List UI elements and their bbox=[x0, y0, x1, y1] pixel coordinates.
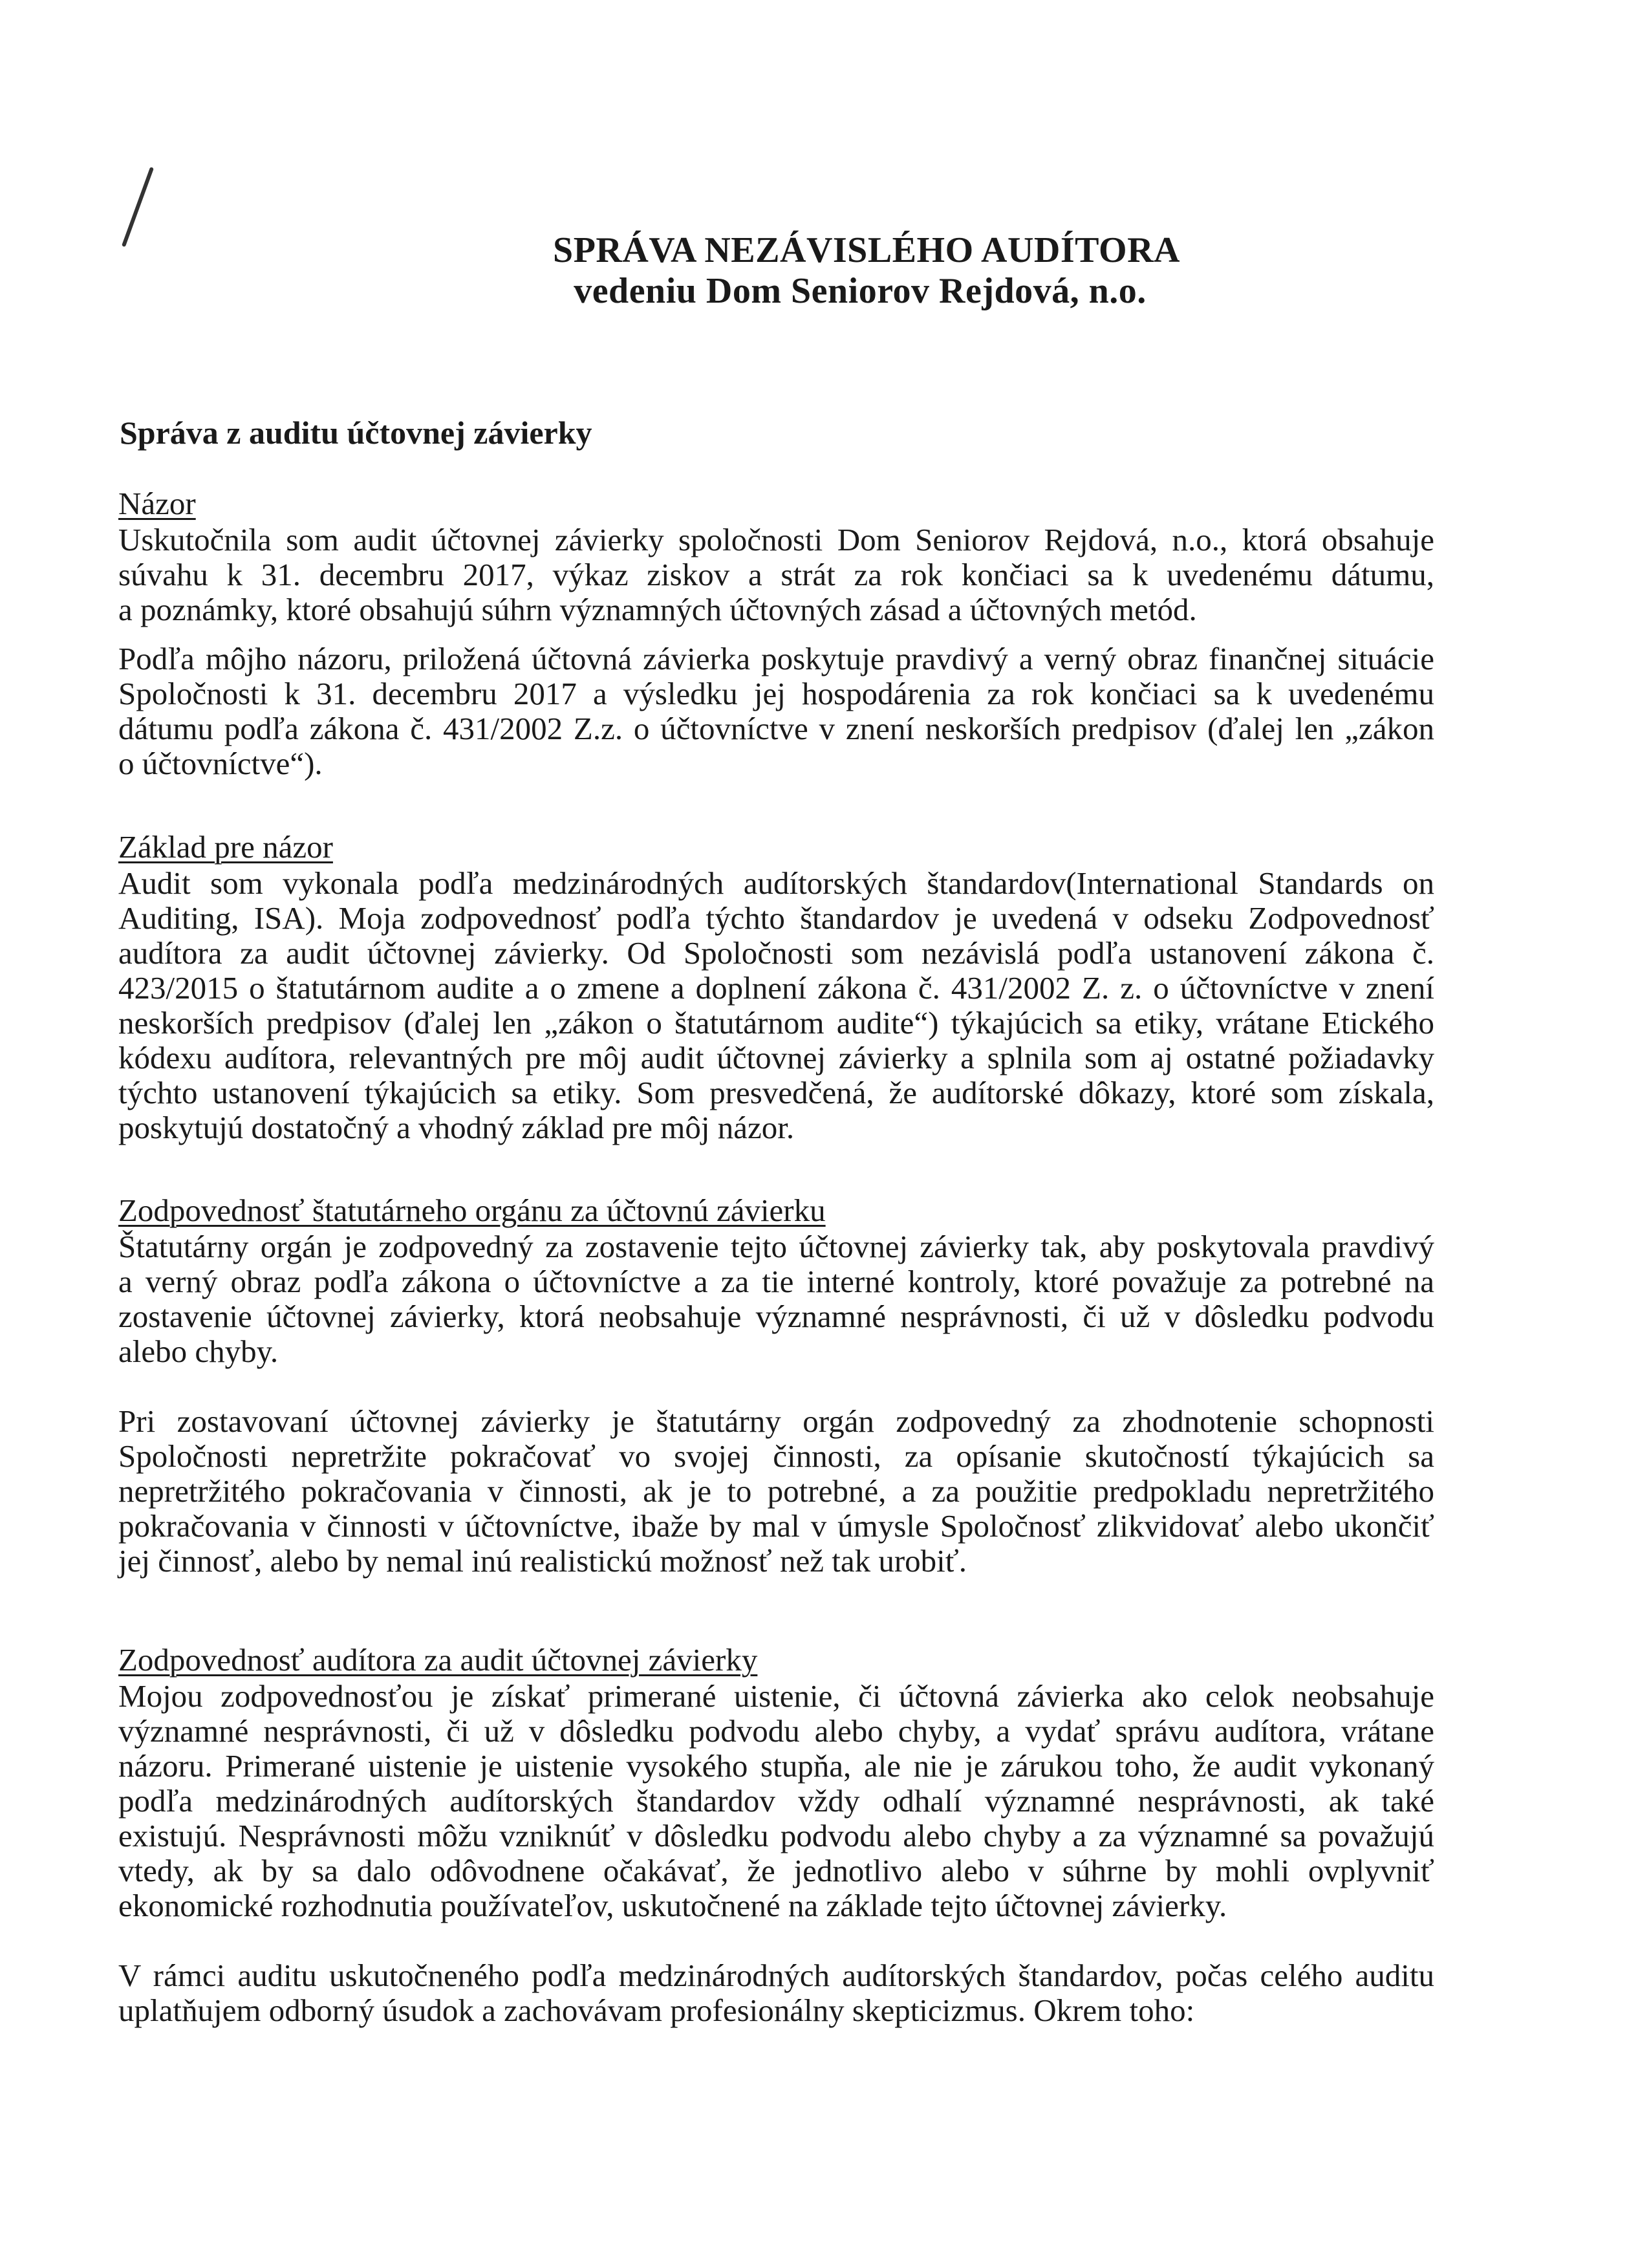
text-line: zostavenie účtovnej závierky, ktorá neobsahuje významné nesprávnosti, či už v dôsledku podvodu bbox=[118, 1299, 1434, 1334]
text-line: nepretržitého pokračovania v činnosti, ak je to potrebné, a za použitie predpokladu nepretržitého bbox=[118, 1473, 1434, 1509]
text-line: jej činnosť, alebo by nemal inú realistickú možnosť než tak urobiť. bbox=[118, 1543, 967, 1579]
section-management-responsibility bbox=[118, 1193, 1434, 1579]
text-line: dátumu podľa zákona č. 431/2002 Z.z. o účtovníctve v znení neskorších predpisov (ďalej len „zákon bbox=[118, 711, 1434, 746]
text-line: vtedy, ak by sa dalo odôvodnene očakávať, že jednotlivo alebo v súhrne by mohli ovplyvniť bbox=[118, 1853, 1434, 1888]
text-line: 423/2015 o štatutárnom audite a o zmene a doplnení zákona č. 431/2002 Z. z. o účtovníctve v znení bbox=[118, 970, 1434, 1006]
section-opinion bbox=[118, 486, 1434, 781]
text-line: Spoločnosti nepretržite pokračovať vo svojej činnosti, za opísanie skutočností týkajúcich sa bbox=[118, 1438, 1434, 1474]
text-line: Spoločnosti k 31. decembru 2017 a výsledku jej hospodárenia za rok končiaci sa k uvedenému bbox=[118, 676, 1434, 711]
paragraph bbox=[118, 1229, 1434, 1369]
text-line: ekonomické rozhodnutia používateľov, uskutočnené na základe tejto účtovnej závierky. bbox=[118, 1888, 1227, 1923]
paragraph bbox=[118, 523, 1434, 627]
text-line: Štatutárny orgán je zodpovedný za zostavenie tejto účtovnej závierky tak, aby poskytovala pravdivý bbox=[118, 1229, 1434, 1264]
text-line: Uskutočnila som audit účtovnej závierky spoločnosti Dom Seniorov Rejdová, n.o., ktorá obsahuje bbox=[118, 522, 1434, 557]
section-title: Správa z auditu účtovnej závierky bbox=[120, 415, 592, 451]
text-line: poskytujú dostatočný a vhodný základ pre môj názor. bbox=[118, 1110, 795, 1145]
text-line: významné nesprávnosti, či už v dôsledku podvodu alebo chyby, a vydať správu audítora, vrátane bbox=[118, 1713, 1434, 1749]
section-auditor-responsibility bbox=[118, 1643, 1434, 2028]
paragraph bbox=[118, 642, 1434, 781]
heading-auditor-responsibility: Zodpovednosť audítora za audit účtovnej závierky bbox=[118, 1642, 758, 1678]
text-line: o účtovníctve“). bbox=[118, 746, 323, 781]
text-line: podľa medzinárodných audítorských štandardov vždy odhalí významné nesprávnosti, ak také bbox=[118, 1783, 1434, 1819]
text-line: uplatňujem odborný úsudok a zachovávam profesionálny skepticizmus. Okrem toho: bbox=[118, 1993, 1195, 2028]
text-line: súvahu k 31. decembru 2017, výkaz ziskov a strát za rok končiaci sa k uvedenému dátumu, bbox=[118, 557, 1434, 592]
text-line: V rámci auditu uskutočneného podľa medzinárodných audítorských štandardov, počas celého auditu bbox=[118, 1958, 1434, 1993]
text-line: Audit som vykonala podľa medzinárodných audítorských štandardov(International Standards on bbox=[118, 865, 1434, 901]
paragraph bbox=[118, 1679, 1434, 1923]
text-line: Pri zostavovaní účtovnej závierky je štatutárny orgán zodpovedný za zhodnotenie schopnosti bbox=[118, 1403, 1434, 1439]
text-line: audítora za audit účtovnej závierky. Od Spoločnosti som nezávislá podľa ustanovení zákona č. bbox=[118, 935, 1434, 971]
text-line: kódexu audítora, relevantných pre môj audit účtovnej závierky a splnila som aj ostatné požiadavky bbox=[118, 1040, 1434, 1075]
heading-basis: Základ pre názor bbox=[118, 829, 333, 865]
heading-management-responsibility: Zodpovednosť štatutárneho orgánu za účtovnú závierku bbox=[118, 1193, 826, 1228]
text-line: pokračovania v činnosti v účtovníctve, ibaže by mal v úmysle Spoločnosť zlikvidovať alebo ukončiť bbox=[118, 1508, 1434, 1544]
text-line: Auditing, ISA). Moja zodpovednosť podľa týchto štandardov je uvedená v odseku Zodpovednosť bbox=[118, 900, 1434, 936]
text-line: a poznámky, ktoré obsahujú súhrn významných účtovných zásad a účtovných metód. bbox=[118, 592, 1197, 627]
text-line: týchto ustanovení týkajúcich sa etiky. Som presvedčená, že audítorské dôkazy, ktoré som získala, bbox=[118, 1075, 1434, 1110]
paragraph bbox=[118, 1404, 1434, 1579]
text-line: názoru. Primerané uistenie je uistenie vysokého stupňa, ale nie je zárukou toho, že audit vykonaný bbox=[118, 1748, 1434, 1784]
text-line: Podľa môjho názoru, priložená účtovná závierka poskytuje pravdivý a verný obraz finančnej situácie bbox=[118, 641, 1434, 676]
text-line: existujú. Nesprávnosti môžu vzniknúť v dôsledku podvodu alebo chyby a za významné sa považujú bbox=[118, 1818, 1434, 1853]
paragraph bbox=[118, 866, 1434, 1145]
paragraph bbox=[118, 1958, 1434, 2028]
heading-opinion: Názor bbox=[118, 486, 196, 521]
report-subtitle: vedeniu Dom Seniorov Rejdová, n.o. bbox=[574, 271, 1147, 311]
text-line: Mojou zodpovednosťou je získať primerané uistenie, či účtovná závierka ako celok neobsahuje bbox=[118, 1678, 1434, 1714]
report-title: SPRÁVA NEZÁVISLÉHO AUDÍTORA bbox=[553, 230, 1180, 270]
text-line: alebo chyby. bbox=[118, 1334, 279, 1369]
section-basis-for-opinion bbox=[118, 830, 1434, 1145]
text-line: a verný obraz podľa zákona o účtovníctve a za tie interné kontroly, ktoré považuje za potrebné na bbox=[118, 1264, 1434, 1299]
text-line: neskorších predpisov (ďalej len „zákon o štatutárnom audite“) týkajúcich sa etiky, vrátane Etického bbox=[118, 1005, 1434, 1041]
